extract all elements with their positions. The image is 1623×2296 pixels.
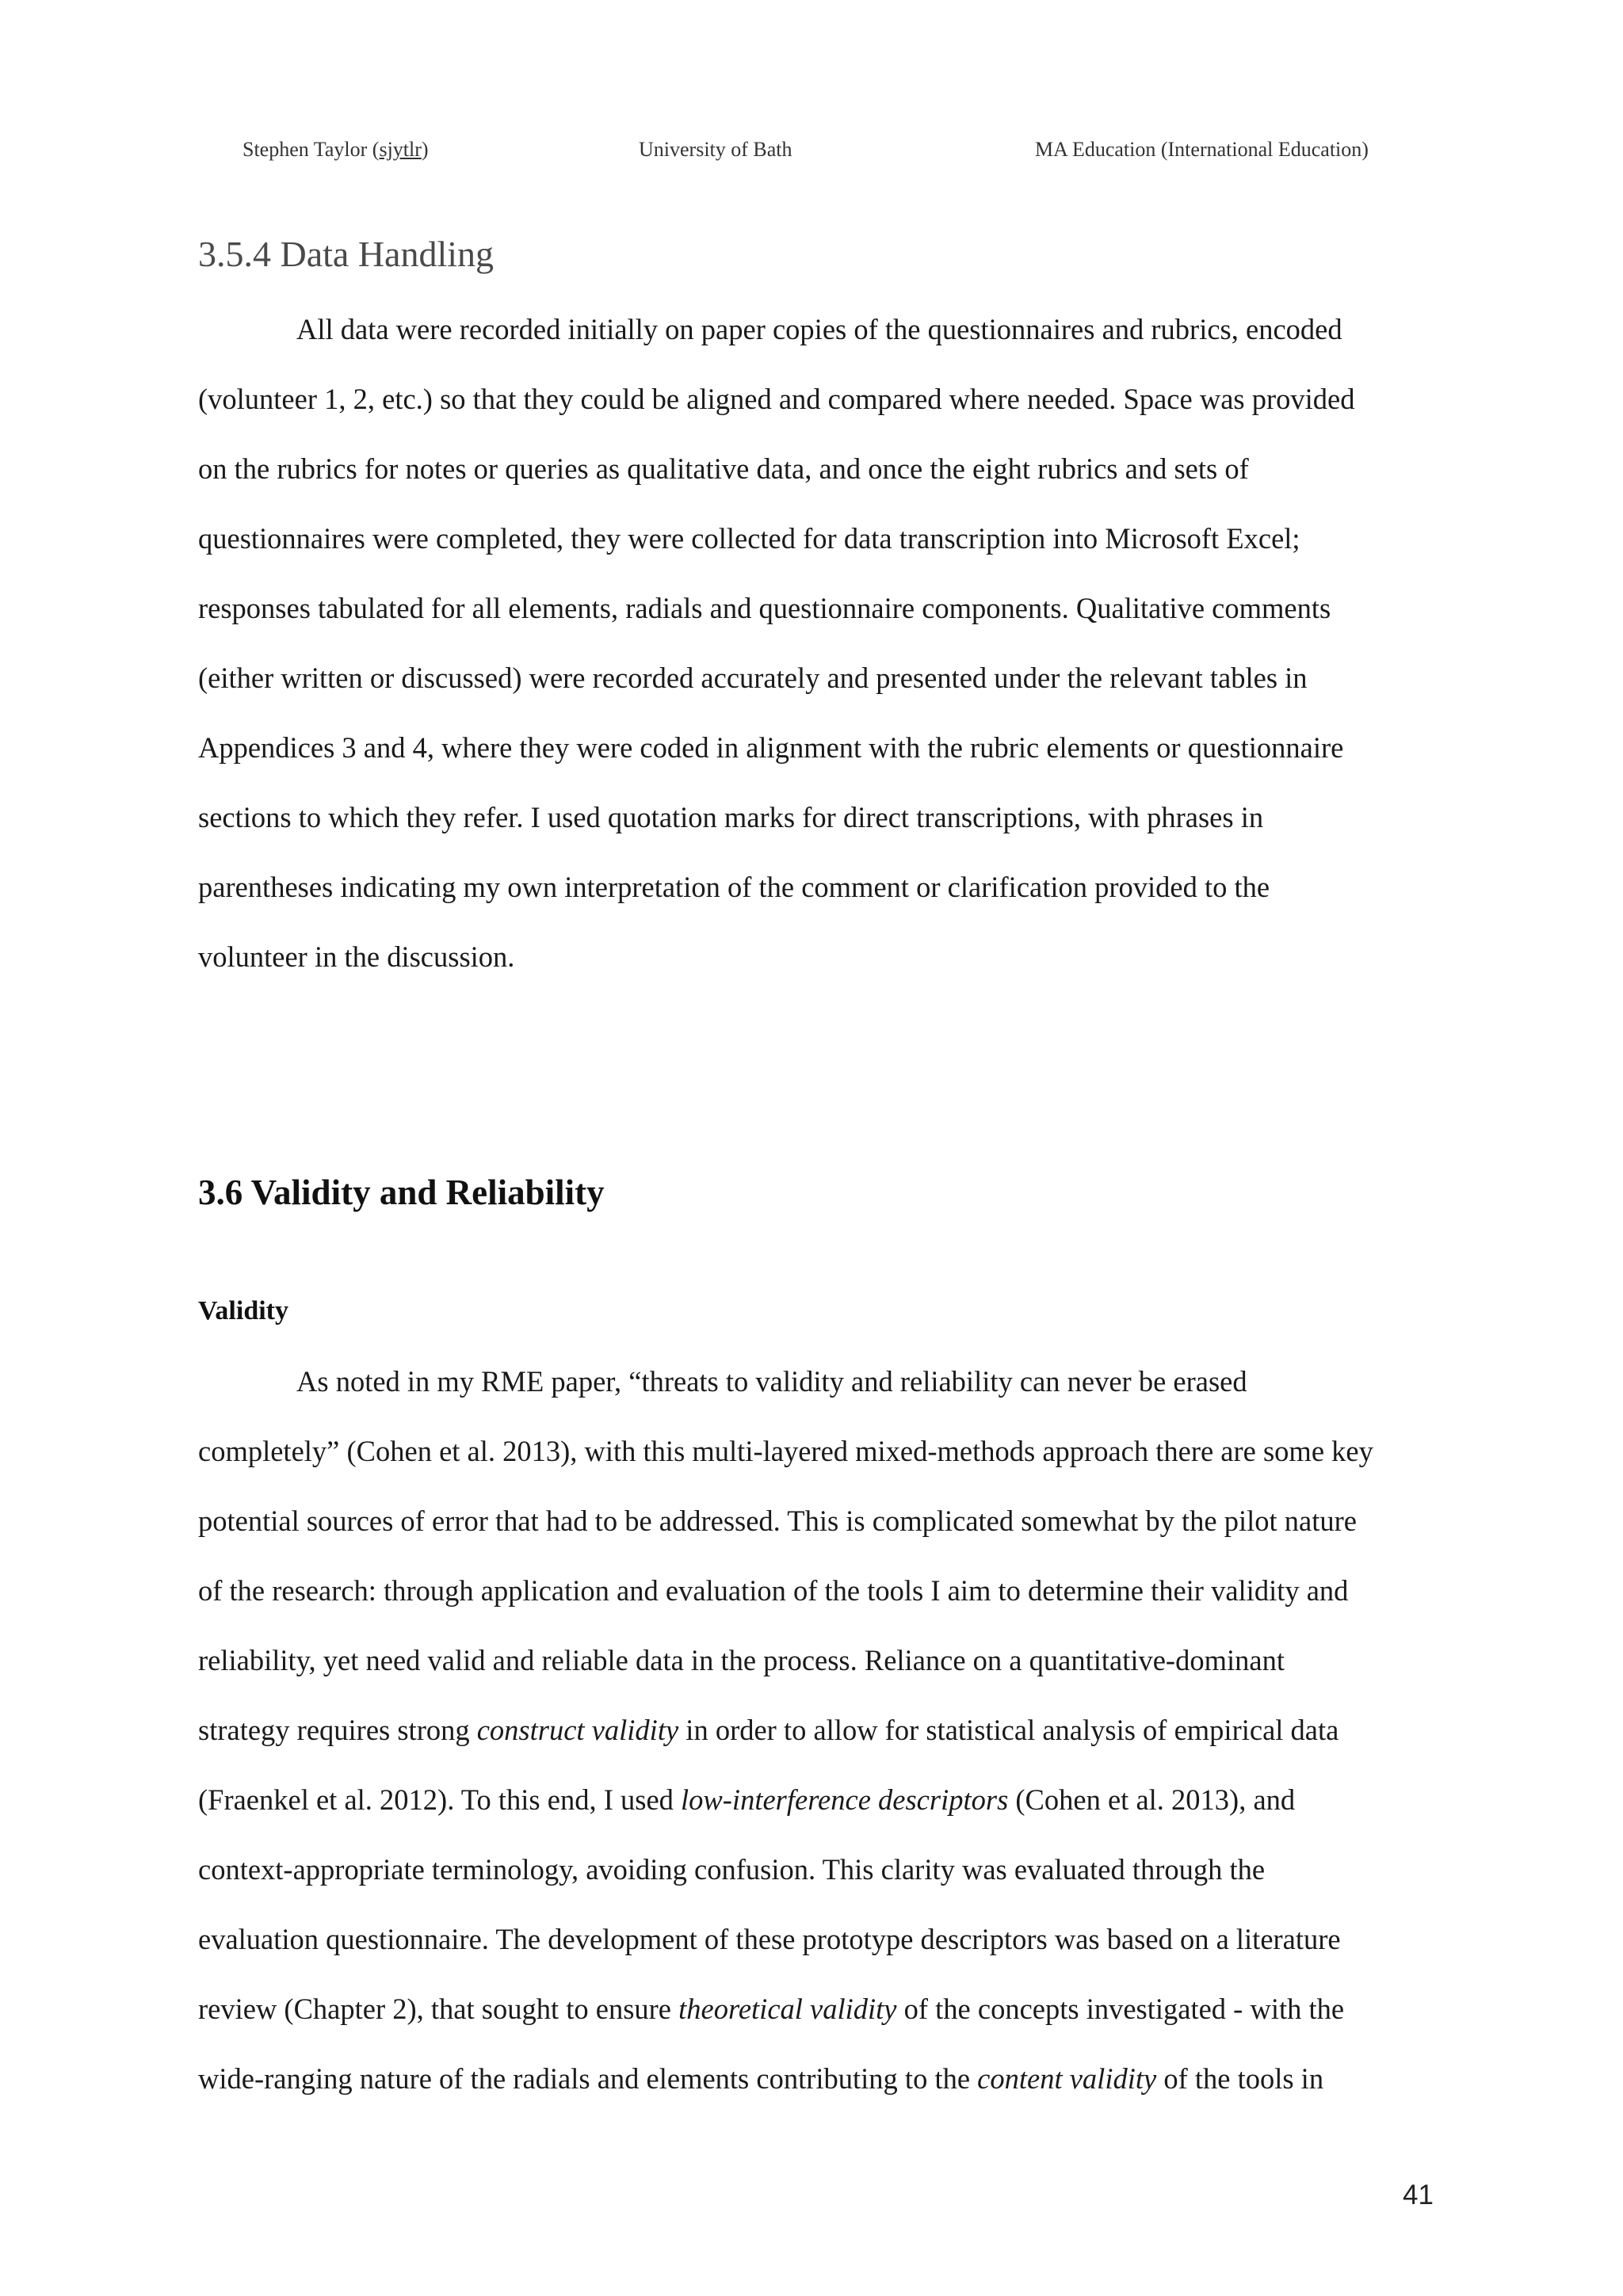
text-line: All data were recorded initially on paper copies of the questionnaires and rubrics, encoded [296,313,1342,345]
text-run: wide-ranging nature of the radials and elements contributing to the [198,2062,978,2095]
text-line [198,1695,1434,1765]
header-username: sjytlr [379,138,422,161]
text-line: responses tabulated for all elements, radials and questionnaire components. Qualitative comments [198,592,1331,624]
paragraph-validity [198,1347,1434,2114]
section-heading-validity-reliability: 3.6 Validity and Reliability [198,1173,605,1212]
text-line [198,1974,1434,2044]
italic-term: construct validity [476,1714,679,1746]
text-line: (either written or discussed) were recorded accurately and presented under the relevant tables in [198,662,1308,694]
text-run: (Cohen et al. 2013), and [1008,1783,1296,1816]
text-line [198,1765,1434,1835]
text-run: (Fraenkel et al. 2012). To this end, I used [198,1783,682,1816]
text-line: evaluation questionnaire. The development of these prototype descriptors was based on a literature [198,1923,1341,1955]
text-line: (volunteer 1, 2, etc.) so that they could be aligned and compared where needed. Space was provided [198,383,1355,415]
text-run: review (Chapter 2), that sought to ensure [198,1993,679,2025]
header-program: MA Education (International Education) [1035,138,1369,161]
header-author-close: ) [421,138,429,161]
text-run: of the tools in [1156,2062,1324,2095]
text-run: in order to allow for statistical analysis of empirical data [678,1714,1339,1746]
text-line: Appendices 3 and 4, where they were coded in alignment with the rubric elements or questionnaire [198,731,1344,764]
text-line: volunteer in the discussion. [198,940,515,973]
text-line: context-appropriate terminology, avoiding confusion. This clarity was evaluated through the [198,1853,1266,1886]
text-line: of the research: through application and evaluation of the tools I aim to determine their validity and [198,1574,1349,1607]
italic-term: low-interference descriptors [681,1783,1009,1816]
header-institution: University of Bath [639,138,792,161]
page-number: 41 [1403,2180,1434,2210]
text-line: questionnaires were completed, they were collected for data transcription into Microsoft Excel; [198,522,1300,555]
text-line: completely” (Cohen et al. 2013), with this multi-layered mixed-methods approach there are some key [198,1435,1373,1467]
italic-term: content validity [977,2062,1157,2095]
text-line: reliability, yet need valid and reliable data in the process. Reliance on a quantitative-dominant [198,1644,1285,1676]
text-line [198,2044,1434,2114]
text-run: of the concepts investigated - with the [896,1993,1345,2025]
text-line: potential sources of error that had to be addressed. This is complicated somewhat by the pilot nature [198,1505,1357,1537]
text-run: strategy requires strong [198,1714,477,1746]
header-author [242,139,429,160]
text-line: parentheses indicating my own interpretation of the comment or clarification provided to the [198,871,1270,903]
text-line: on the rubrics for notes or queries as qualitative data, and once the eight rubrics and sets of [198,452,1249,485]
text-line: sections to which they refer. I used quotation marks for direct transcriptions, with phrases in [198,801,1264,833]
italic-term: theoretical validity [678,1993,897,2025]
text-line: As noted in my RME paper, “threats to validity and reliability can never be erased [296,1365,1247,1398]
header-author-name: Stephen Taylor ( [242,138,380,161]
paragraph-data-handling [198,295,1434,992]
section-heading-data-handling: 3.5.4 Data Handling [198,234,495,274]
subheading-validity: Validity [198,1296,289,1325]
